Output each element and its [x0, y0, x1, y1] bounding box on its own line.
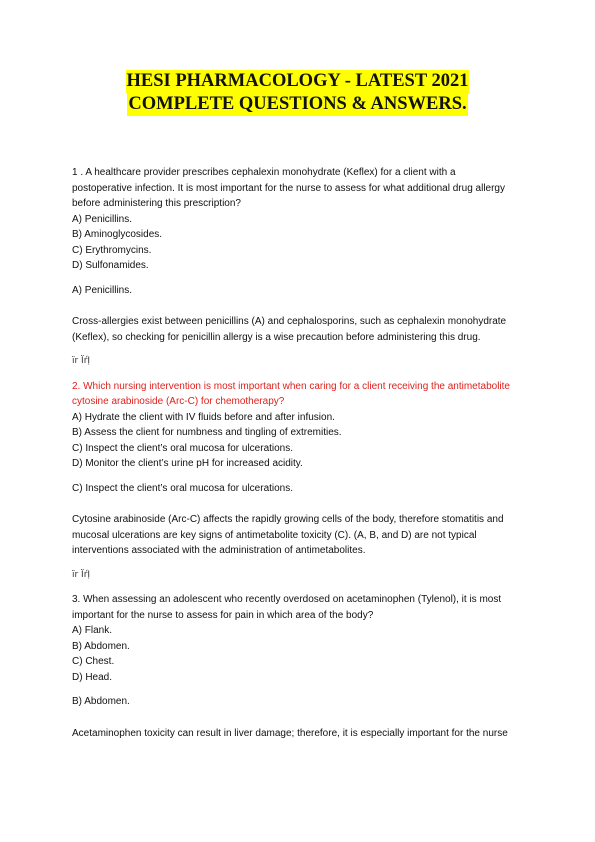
correct-answer: A) Penicillins.: [72, 284, 133, 296]
question-text: cytosine arabinoside (Arc-C) for chemotherapy?: [72, 396, 285, 407]
rationale-text: Acetaminophen toxicity can result in liver damage; therefore, it is especially important for the nurse: [72, 727, 508, 739]
question-block-1: [72, 165, 527, 379]
answer-option: C) Chest.: [72, 656, 115, 667]
document-title: [0, 70, 595, 116]
answer-option: D) Sulfonamides.: [72, 260, 149, 271]
correct-answer: C) Inspect the client’s oral mucosa for ulcerations.: [72, 482, 294, 494]
question-text: 2. Which nursing intervention is most important when caring for a client receiving the antimetabolite: [72, 380, 510, 392]
answer-option: B) Aminoglycosides.: [72, 229, 163, 240]
question-text: before administering this prescription?: [72, 198, 241, 209]
rationale-text: interventions associated with the administration of antimetabolites.: [72, 545, 366, 556]
rationale-text: Cross-allergies exist between penicillins (A) and cephalosporins, such as cephalexin monohydrate: [72, 316, 507, 327]
answer-option: B) Assess the client for numbness and tingling of extremities.: [72, 427, 342, 438]
correct-answer: B) Abdomen.: [72, 696, 130, 707]
question-text: postoperative infection. It is most important for the nurse to assess for what additional drug allergy: [72, 182, 505, 194]
answer-option: C) Erythromycins.: [72, 244, 152, 256]
section-divider: ïr ÏŕỊ: [72, 569, 91, 580]
title-line-2: COMPLETE QUESTIONS & ANSWERS.: [128, 94, 467, 114]
answer-option: A) Hydrate the client with IV fluids before and after infusion.: [72, 411, 335, 423]
answer-option: C) Inspect the client’s oral mucosa for ulcerations.: [72, 442, 294, 454]
question-block-3: [72, 592, 527, 741]
answer-option: D) Monitor the client’s urine pH for increased acidity.: [72, 458, 303, 469]
answer-option: D) Head.: [72, 671, 113, 683]
document-body: [72, 165, 527, 741]
question-block-2: [72, 379, 527, 593]
rationale-text: Cytosine arabinoside (Arc-C) affects the rapidly growing cells of the body, therefore stomatitis and: [72, 514, 504, 525]
question-text: 1 . A healthcare provider prescribes cephalexin monohydrate (Keflex) for a client with a: [72, 167, 456, 178]
rationale-text: (Keflex), so checking for penicillin allergy is a wise precaution before administering this drug.: [72, 331, 481, 343]
title-line-1: HESI PHARMACOLOGY - LATEST 2021: [126, 71, 469, 91]
answer-option: A) Flank.: [72, 625, 113, 636]
answer-option: A) Penicillins.: [72, 213, 133, 225]
answer-option: B) Abdomen.: [72, 640, 130, 652]
section-divider: ïr ÏŕỊ: [72, 356, 91, 366]
rationale-text: mucosal ulcerations are key signs of antimetabolite toxicity (C). (A, B, and D) are not typical: [72, 529, 477, 541]
question-text: 3. When assessing an adolescent who recently overdosed on acetaminophen (Tylenol), it is most: [72, 594, 502, 605]
question-text: important for the nurse to assess for pain in which area of the body?: [72, 609, 374, 621]
